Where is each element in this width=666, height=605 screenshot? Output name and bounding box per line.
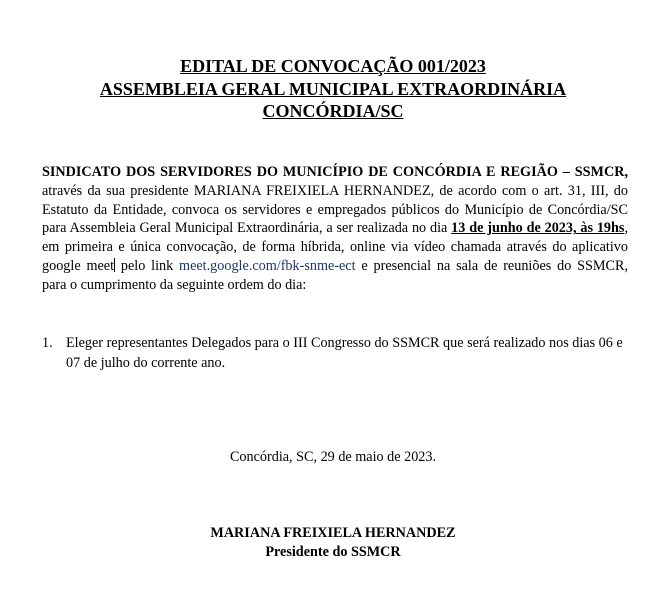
paragraph-text-3: pelo link [115,257,180,274]
paragraph-text-2: , em primeira e única convocação, de forma híbrida, online via vídeo chamada através do aplicativo google meet [42,220,628,274]
signer-role: Presidente do SSMCR [265,544,401,560]
signer-name: MARIANA FREIXIELA HERNANDEZ [210,525,456,541]
meeting-date-time: 13 de junho de 2023, às 19hs [451,220,625,237]
meeting-link[interactable]: meet.google.com/fbk-snme-ect [179,257,356,274]
paragraph-text-1: através da sua presidente MARIANA FREIXIELA HERNANDEZ, de acordo com o art. 31, III, do Estatuto da Entidade, convoca os servidores e empregados públicos do Município de Concórdia/SC para Assembleia Geral Municipal Extraordinária, a ser realizada no dia [42,182,628,237]
document-location: CONCÓRDIA/SC [262,101,404,121]
agenda-item-text: Eleger representantes Delegados para o III Congresso do SSMCR que será realizado nos dias 06 e 07 de julho do corrente ano. [66,335,623,371]
convocation-paragraph [42,163,628,295]
place-date: Concórdia, SC, 29 de maio de 2023. [229,449,437,465]
agenda-list [42,333,632,373]
document-subtitle: ASSEMBLEIA GERAL MUNICIPAL EXTRAORDINÁRIA [99,79,567,99]
paragraph-text-4: e presencial na sala de reuniões do SSMCR, para o cumprimento da seguinte ordem do dia: [42,257,629,293]
organization-name: SINDICATO DOS SERVIDORES DO MUNICÍPIO DE CONCÓRDIA E REGIÃO – SSMCR, [42,164,628,180]
agenda-item-number: 1. [42,335,53,351]
agenda-item [42,333,632,373]
document-title: EDITAL DE CONVOCAÇÃO 001/2023 [180,56,486,76]
